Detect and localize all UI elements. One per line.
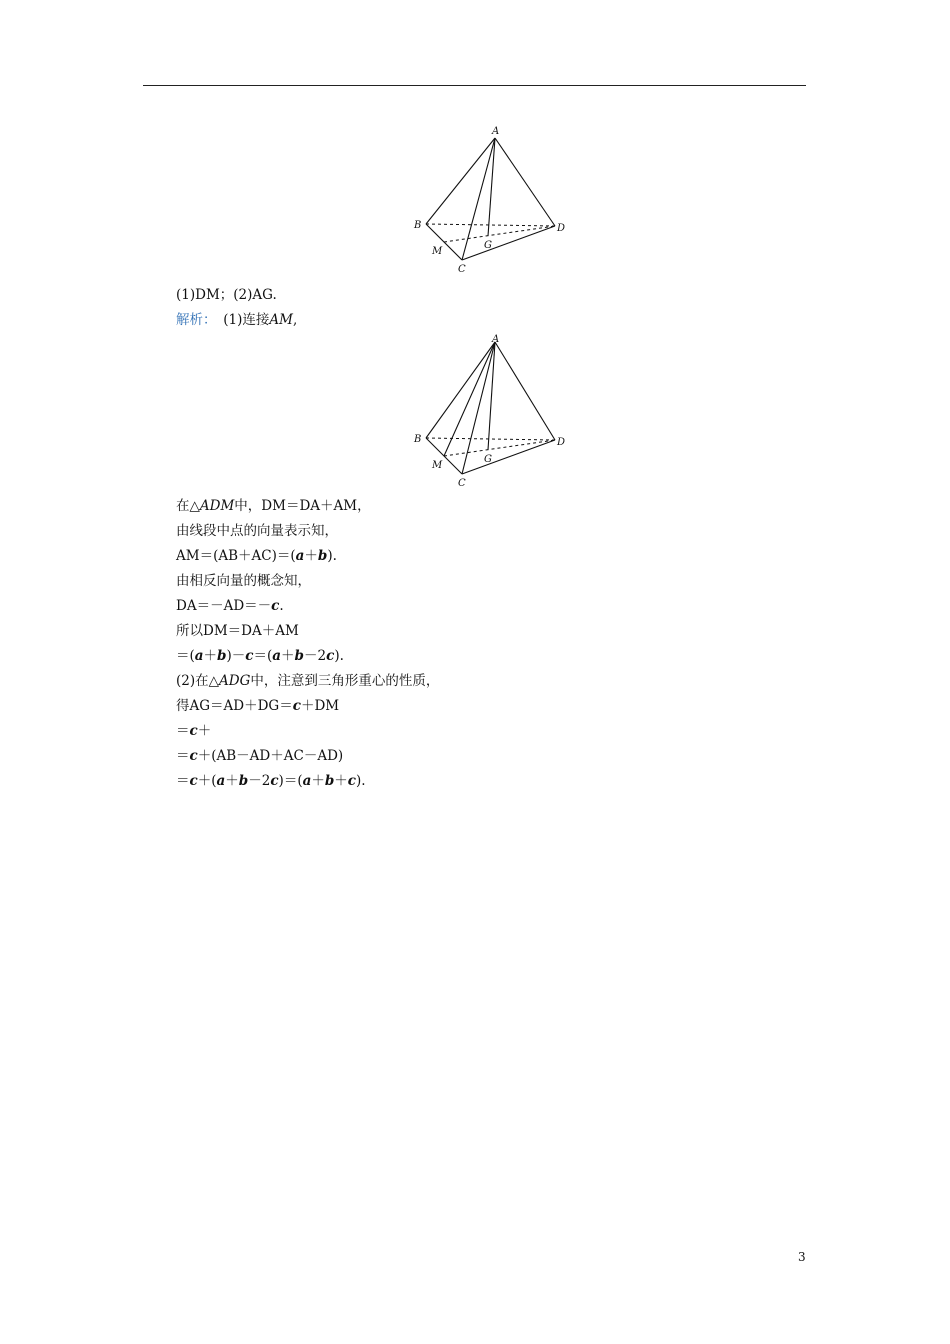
label-m: M: [432, 460, 443, 471]
label-g: G: [484, 454, 492, 465]
solution-line-11: ＝c＋(AB－AD＋AC－AD): [176, 748, 344, 764]
solution-line-5: DA＝－AD＝－c.: [176, 598, 284, 614]
label-a: A: [492, 334, 500, 345]
edge-ab: [426, 138, 495, 224]
edge-ad: [495, 138, 555, 226]
edge-bd-hidden: [426, 438, 555, 440]
solution-line-10: ＝c＋: [176, 723, 212, 739]
analysis-step1-var: AM: [269, 312, 293, 328]
label-d: D: [557, 437, 566, 448]
edge-ad: [495, 342, 555, 440]
edge-cd: [462, 440, 555, 474]
label-d: D: [557, 223, 566, 234]
solution-line-2: 由线段中点的向量表示知，: [176, 523, 338, 539]
edge-ab: [426, 342, 495, 438]
tetrahedron-figure-2: [400, 332, 580, 492]
solution-line-3: AM＝(AB＋AC)＝(a＋b).: [176, 548, 337, 564]
answer-block: [176, 283, 297, 333]
solution-line-4: 由相反向量的概念知，: [176, 573, 311, 589]
solution-line-6: 所以DM＝DA＋AM: [176, 623, 299, 639]
analysis-line: 解析： (1)连接AM,: [176, 312, 298, 328]
edge-bd-hidden: [426, 224, 555, 226]
analysis-step1: (1)连接: [209, 312, 270, 328]
segment-dm-hidden: [444, 440, 555, 456]
label-m: M: [432, 246, 443, 257]
page-number: 3: [798, 1250, 806, 1264]
label-b: B: [414, 220, 422, 231]
label-b: B: [414, 434, 422, 445]
label-c: C: [458, 478, 466, 489]
solution-line-1: 在△ADM中，DM＝DA＋AM，: [176, 498, 371, 514]
answer-line: (1)DM；(2)AG.: [176, 287, 277, 303]
solution-line-7: ＝(a＋b)－c＝(a＋b－2c).: [176, 648, 344, 664]
label-c: C: [458, 264, 466, 275]
label-g: G: [484, 240, 492, 251]
analysis-label: 解析：: [176, 312, 210, 328]
header-rule: [143, 85, 806, 86]
solution-line-9: 得AG＝AD＋DG＝c＋DM: [176, 698, 340, 714]
tetrahedron-figure-1: [400, 118, 580, 278]
solution-block: [176, 494, 439, 794]
label-a: A: [492, 126, 500, 137]
segment-dm-hidden: [444, 226, 555, 242]
edge-cd: [462, 226, 555, 260]
solution-line-8: (2)在△ADG中，注意到三角形重心的性质，: [176, 673, 440, 689]
solution-line-12: ＝c＋(a＋b－2c)＝(a＋b＋c).: [176, 773, 366, 789]
